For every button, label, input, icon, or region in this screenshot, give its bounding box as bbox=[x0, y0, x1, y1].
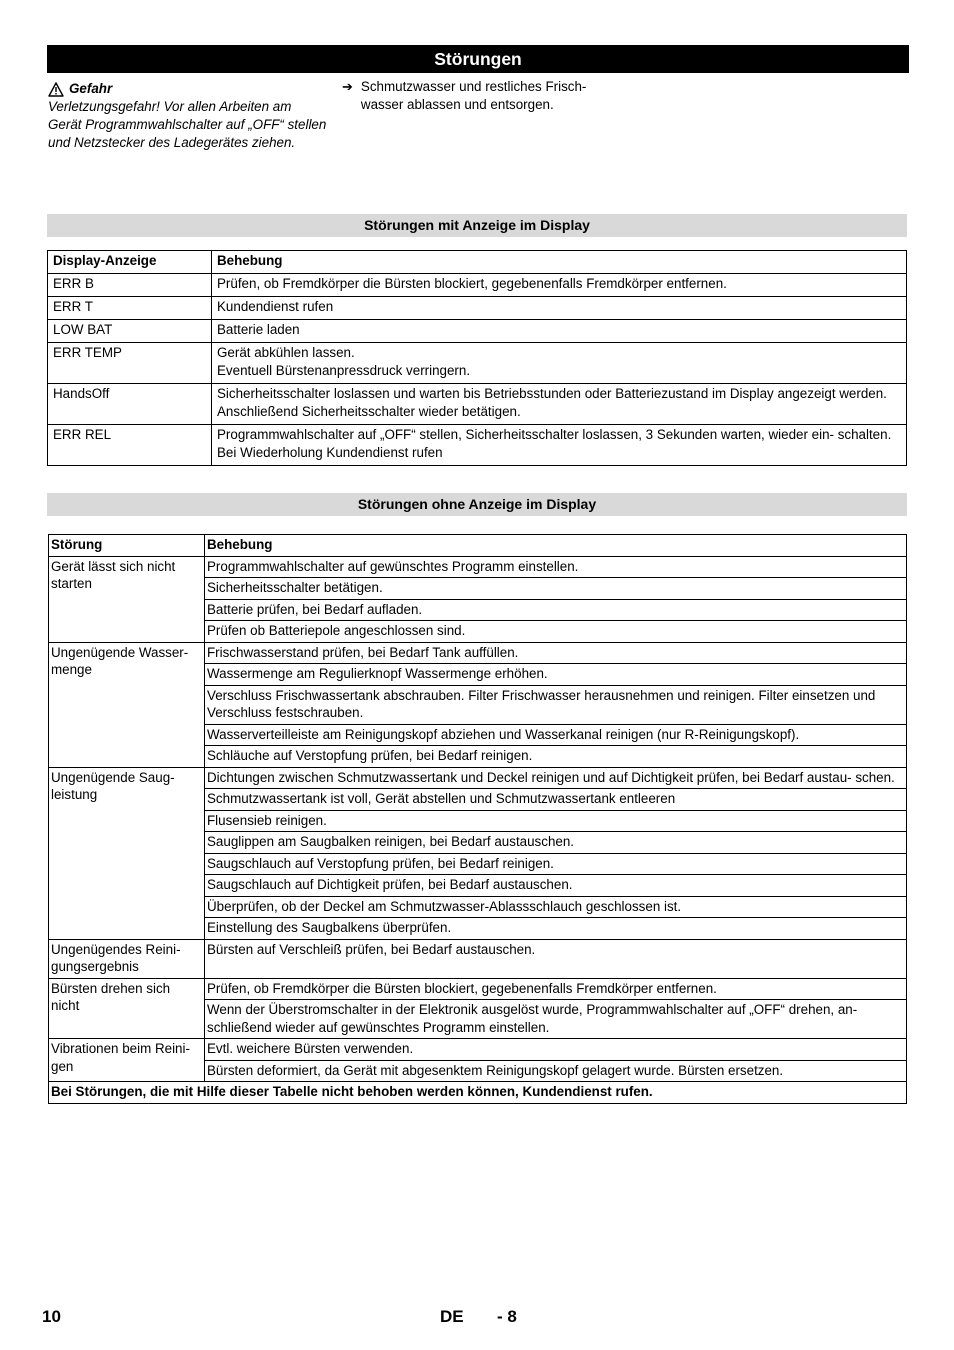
remedy-text: Prüfen, ob Fremdkörper die Bürsten blockiert, gegebenenfalls Fremdkörper entfernen. bbox=[205, 978, 907, 1000]
remedy-text: Wasserverteilleiste am Reinigungskopf abziehen und Wasserkanal reinigen (nur R-Reinigungskopf). bbox=[205, 724, 907, 746]
display-code: ERR REL bbox=[48, 425, 212, 466]
table-header-row bbox=[49, 535, 907, 557]
danger-text: Verletzungsgefahr! Vor allen Arbeiten am Gerät Programmwahlschalter auf „OFF“ stellen und Netzstecker des Ladegerätes ziehen. bbox=[48, 99, 327, 150]
remedy-text: Gerät abkühlen lassen. Eventuell Bürstenanpressdruck verringern. bbox=[212, 343, 907, 384]
remedy-text: Wenn der Überstromschalter in der Elektronik ausgelöst wurde, Programmwahlschalter auf „OFF“ drehen, an- schließend wieder auf gewünschtes Programm einstellen. bbox=[205, 1000, 907, 1039]
remedy-text: Wassermenge am Regulierknopf Wassermenge erhöhen. bbox=[205, 664, 907, 686]
table-row bbox=[49, 642, 907, 664]
instruction-text: Schmutzwasser und restliches Frisch- wasser ablassen und entsorgen. bbox=[360, 79, 587, 112]
danger-heading bbox=[48, 80, 328, 98]
display-code: ERR T bbox=[48, 297, 212, 320]
remedy-text: Programmwahlschalter auf gewünschtes Programm einstellen. bbox=[205, 556, 907, 578]
remedy-text: Batterie laden bbox=[212, 320, 907, 343]
remedy-text: Kundendienst rufen bbox=[212, 297, 907, 320]
fault-description: Ungenügende Saug- leistung bbox=[49, 767, 205, 939]
remedy-text: Schläuche auf Verstopfung prüfen, bei Bedarf reinigen. bbox=[205, 746, 907, 768]
remedy-text: Schmutzwassertank ist voll, Gerät abstellen und Schmutzwassertank entleeren bbox=[205, 789, 907, 811]
remedy-text: Sicherheitsschalter loslassen und warten bis Betriebsstunden oder Batteriezustand im Display angezeigt werden. Anschließend Sicherheitsschalter wieder betätigen. bbox=[212, 384, 907, 425]
table-row bbox=[49, 1039, 907, 1061]
table-row bbox=[49, 556, 907, 578]
remedy-text: Überprüfen, ob der Deckel am Schmutzwasser-Ablassschlauch geschlossen ist. bbox=[205, 896, 907, 918]
fault-description: Vibrationen beim Reini- gen bbox=[49, 1039, 205, 1082]
other-faults-table bbox=[48, 534, 907, 1104]
remedy-text: Dichtungen zwischen Schmutzwassertank und Deckel reinigen und auf Dichtigkeit prüfen, bei Bedarf austau- schen. bbox=[205, 767, 907, 789]
remedy-text: Saugschlauch auf Verstopfung prüfen, bei Bedarf reinigen. bbox=[205, 853, 907, 875]
remedy-text: Batterie prüfen, bei Bedarf aufladen. bbox=[205, 599, 907, 621]
table-row bbox=[49, 939, 907, 978]
display-faults-table bbox=[47, 250, 907, 466]
section-other-faults-heading: Störungen ohne Anzeige im Display bbox=[47, 493, 907, 516]
remedy-text: Prüfen ob Batteriepole angeschlossen sind. bbox=[205, 621, 907, 643]
table-footer-row bbox=[49, 1082, 907, 1104]
display-code: ERR TEMP bbox=[48, 343, 212, 384]
display-code: HandsOff bbox=[48, 384, 212, 425]
fault-description: Ungenügendes Reini- gungsergebnis bbox=[49, 939, 205, 978]
table-row bbox=[48, 320, 907, 343]
table-row bbox=[48, 343, 907, 384]
display-code: ERR B bbox=[48, 274, 212, 297]
remedy-text: Sicherheitsschalter betätigen. bbox=[205, 578, 907, 600]
remedy-text: Bürsten deformiert, da Gerät mit abgesenktem Reinigungskopf gelagert wurde. Bürsten ersetzen. bbox=[205, 1060, 907, 1082]
danger-heading-text: Gefahr bbox=[69, 81, 113, 96]
page-number: 10 bbox=[42, 1307, 61, 1326]
remedy-text: Prüfen, ob Fremdkörper die Bürsten blockiert, gegebenenfalls Fremdkörper entfernen. bbox=[212, 274, 907, 297]
language-code: DE bbox=[440, 1307, 464, 1326]
footer-note: Bei Störungen, die mit Hilfe dieser Tabelle nicht behoben werden können, Kundendienst rufen. bbox=[49, 1082, 907, 1104]
display-code: LOW BAT bbox=[48, 320, 212, 343]
table-row bbox=[49, 767, 907, 789]
table-row bbox=[48, 274, 907, 297]
fault-description: Ungenügende Wasser- menge bbox=[49, 642, 205, 767]
danger-notice bbox=[48, 80, 328, 152]
arrow-right-icon: ➔ bbox=[342, 79, 353, 94]
table-row bbox=[48, 425, 907, 466]
remedy-text: Verschluss Frischwassertank abschrauben. Filter Frischwasser herausnehmen und reinigen. Filter einsetzen und Verschluss festschrauben. bbox=[205, 685, 907, 724]
table-row bbox=[48, 384, 907, 425]
fault-description: Gerät lässt sich nicht starten bbox=[49, 556, 205, 642]
remedy-text: Saugschlauch auf Dichtigkeit prüfen, bei Bedarf austauschen. bbox=[205, 875, 907, 897]
remedy-text: Evtl. weichere Bürsten verwenden. bbox=[205, 1039, 907, 1061]
remedy-text: Flusensieb reinigen. bbox=[205, 810, 907, 832]
remedy-text: Programmwahlschalter auf „OFF“ stellen, Sicherheitsschalter loslassen, 3 Sekunden warten, wieder ein- schalten. Bei Wiederholung Kundendienst rufen bbox=[212, 425, 907, 466]
remedy-text: Einstellung des Saugbalkens überprüfen. bbox=[205, 918, 907, 940]
warning-triangle-icon bbox=[48, 82, 64, 97]
column-header: Display-Anzeige bbox=[48, 251, 212, 274]
column-header: Störung bbox=[49, 535, 205, 557]
instruction-step bbox=[342, 78, 632, 114]
fault-description: Bürsten drehen sich nicht bbox=[49, 978, 205, 1039]
table-row bbox=[49, 978, 907, 1000]
table-header-row bbox=[48, 251, 907, 274]
remedy-text: Frischwasserstand prüfen, bei Bedarf Tank auffüllen. bbox=[205, 642, 907, 664]
remedy-text: Sauglippen am Saugbalken reinigen, bei Bedarf austauschen. bbox=[205, 832, 907, 854]
page-title: Störungen bbox=[47, 45, 909, 73]
column-header: Behebung bbox=[205, 535, 907, 557]
sub-page-number: - 8 bbox=[497, 1307, 517, 1326]
column-header: Behebung bbox=[212, 251, 907, 274]
table-row bbox=[48, 297, 907, 320]
section-display-faults-heading: Störungen mit Anzeige im Display bbox=[47, 214, 907, 237]
remedy-text: Bürsten auf Verschleiß prüfen, bei Bedarf austauschen. bbox=[205, 939, 907, 978]
